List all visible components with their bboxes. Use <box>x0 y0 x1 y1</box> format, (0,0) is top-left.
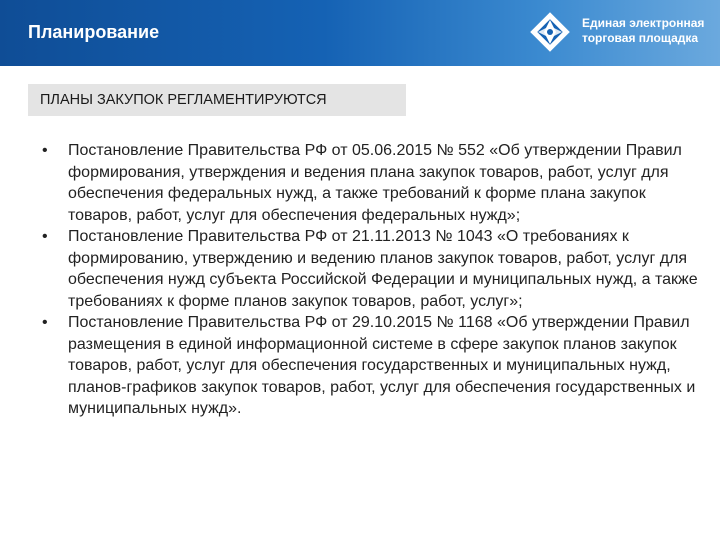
logo <box>528 10 713 56</box>
logo-text <box>582 16 704 46</box>
logo-line-2: торговая площадка <box>582 31 699 45</box>
list-item-text: Постановление Правительства РФ от 29.10.2015 № 1168 «Об утверждении Правил размещения в единой информационной системе в сфере закупок планов закупок товаров, работ, услуг для обеспечения государственных и муниципальных нужд, планов‑графиков закупок товаров, работ, услуг для обеспечения государственных и муниципальных нужд». <box>68 314 696 417</box>
page-title: Планирование <box>28 22 160 42</box>
section-subtitle: ПЛАНЫ ЗАКУПОК РЕГЛАМЕНТИРУЮТСЯ <box>40 92 327 108</box>
bullet-dot-icon: • <box>42 314 48 331</box>
list-item-text: Постановление Правительства РФ от 21.11.2013 № 1043 «О требованиях к формированию, утверждению и ведению планов закупок товаров, работ, услуг для обеспечения нужд субъекта Российской Федерации и муниципальных нужд, а также требованиях к форме планов закупок товаров, работ, услуг»; <box>68 228 698 310</box>
bullet-dot-icon: • <box>42 142 48 159</box>
list-item-text: Постановление Правительства РФ от 05.06.2015 № 552 «Об утверждении Правил формирования, утверждения и ведения плана закупок товаров, работ, услуг для обеспечения федеральных нужд, а также требований к форме плана закупок товаров, работ, услуг для обеспечения федеральных нужд»; <box>68 142 682 224</box>
list-item <box>40 312 704 420</box>
header-bar <box>0 0 720 66</box>
bullet-list <box>40 140 704 420</box>
subtitle-box <box>28 84 406 116</box>
logo-line-1: Единая электронная <box>582 16 705 30</box>
list-item <box>40 226 704 312</box>
eetp-logo-icon <box>528 10 572 54</box>
bullet-dot-icon: • <box>42 228 48 245</box>
list-item <box>40 140 704 226</box>
